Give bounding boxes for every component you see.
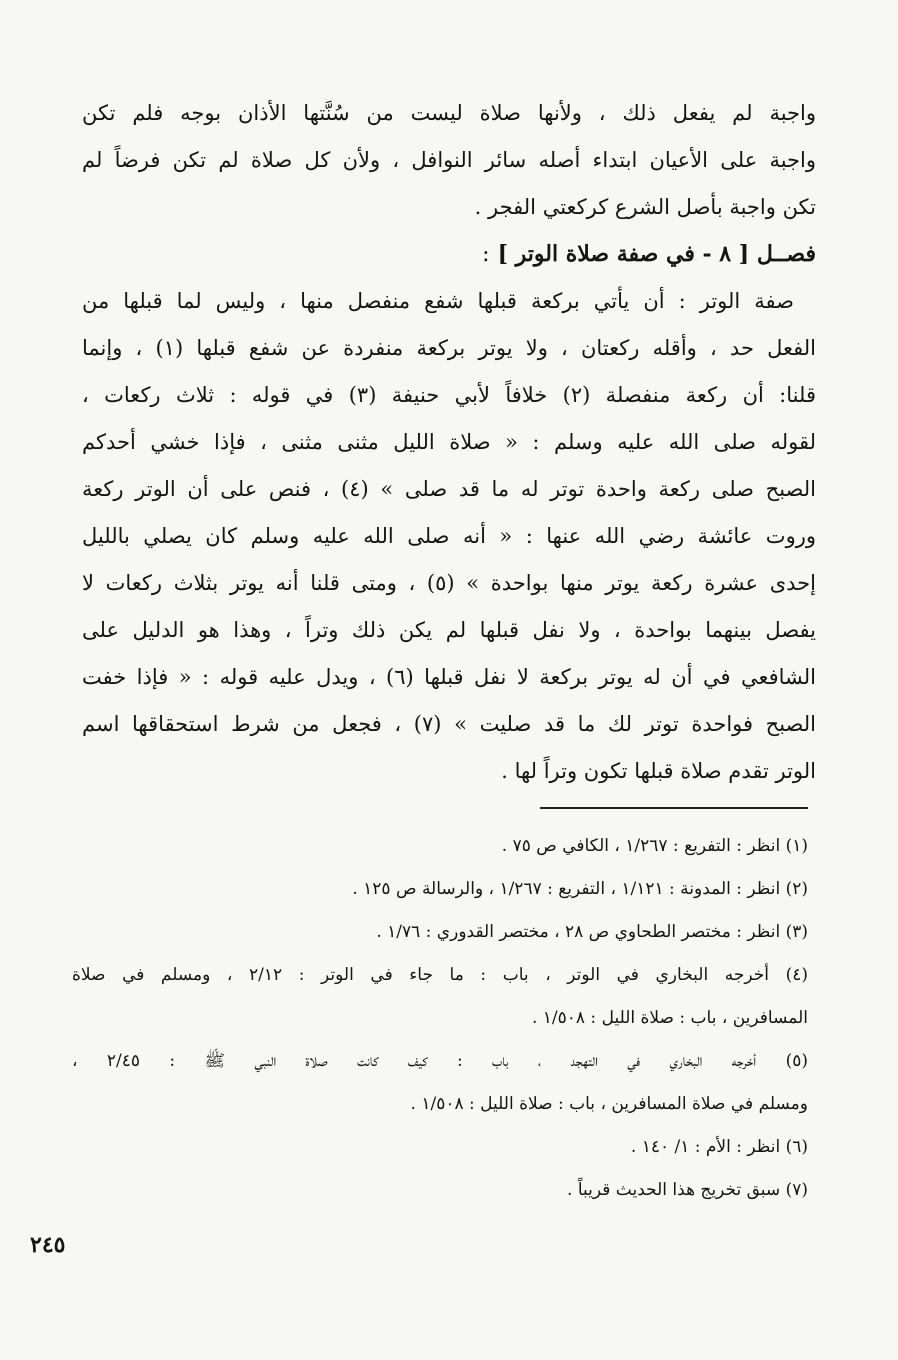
text-line: الصبح فواحدة توتر لك ما قد صليت » (٧) ، فجعل من شرط استحقاقها اسم bbox=[82, 712, 816, 736]
footnotes bbox=[72, 825, 808, 1212]
footnote-line: (٥) أخرجه البخاري في التهجد ، باب : كيف كانت صلاة النبي ﷺ : ٢/٤٥ ، bbox=[72, 1051, 808, 1071]
section-heading bbox=[82, 231, 816, 278]
footnote-line: ومسلم في صلاة المسافرين ، باب : صلاة الليل : ١/٥٠٨ . bbox=[410, 1094, 808, 1114]
main-text bbox=[82, 90, 816, 795]
text-line: الفعل حد ، وأقله ركعتان ، ولا يوتر بركعة منفردة عن شفع قبلها (١) ، وإنما bbox=[82, 336, 816, 360]
footnote-line: المسافرين ، باب : صلاة الليل : ١/٥٠٨ . bbox=[531, 1008, 808, 1028]
text-line: واجبة لم يفعل ذلك ، ولأنها صلاة ليست من سُنَّتها الأذان بوجه فلم تكن bbox=[82, 101, 816, 125]
text-line: الصبح صلى ركعة واحدة توتر له ما قد صلى » (٤) ، فنص على أن الوتر ركعة bbox=[82, 477, 816, 501]
footnote-line: (١) انظر : التفريع : ١/٢٦٧ ، الكافي ص ٧٥ . bbox=[501, 836, 808, 856]
text-line: يفصل بينهما بواحدة ، ولا نفل قبلها لم يكن ذلك وتراً ، وهذا هو الدليل على bbox=[82, 618, 816, 642]
text-line: قلنا: أن ركعة منفصلة (٢) خلافاً لأبي حنيفة (٣) في قوله : ثلاث ركعات ، bbox=[82, 383, 816, 407]
section-heading-title: فصــل [ ٨ - في صفة صلاة الوتر ] bbox=[497, 241, 816, 267]
text-line: وروت عائشة رضي الله عنها : « أنه صلى الله عليه وسلم كان يصلي بالليل bbox=[82, 524, 816, 548]
footnote-line: (٦) انظر : الأم : ١/ ١٤٠ . bbox=[630, 1137, 808, 1157]
footnote-line: (٤) أخرجه البخاري في الوتر ، باب : ما جاء في الوتر : ٢/١٢ ، ومسلم في صلاة bbox=[72, 965, 808, 985]
text-line: إحدى عشرة ركعة يوتر منها بواحدة » (٥) ، ومتى قلنا أنه يوتر بثلاث ركعات لا bbox=[82, 571, 816, 595]
text-line: لقوله صلى الله عليه وسلم : « صلاة الليل مثنى مثنى ، فإذا خشي أحدكم bbox=[82, 430, 816, 454]
footnote-line: (٧) سبق تخريج هذا الحديث قريباً . bbox=[567, 1180, 808, 1200]
footnote-divider bbox=[540, 807, 808, 809]
text-line: صفة الوتر : أن يأتي بركعة قبلها شفع منفصل منها ، وليس لما قبلها من bbox=[82, 289, 794, 313]
text-line: الشافعي في أن له يوتر بركعة لا نفل قبلها (٦) ، ويدل عليه قوله : « فإذا خفت bbox=[82, 665, 816, 689]
text-line: الوتر تقدم صلاة قبلها تكون وتراً لها . bbox=[501, 759, 816, 783]
text-line: تكن واجبة بأصل الشرع كركعتي الفجر . bbox=[474, 195, 816, 219]
page-number: ٢٤٥ bbox=[30, 1232, 66, 1258]
text-line: واجبة على الأعيان ابتداء أصله سائر النوافل ، ولأن كل صلاة لم تكن فرضاً لم bbox=[82, 148, 816, 172]
footnote-line: (٢) انظر : المدونة : ١/١٢١ ، التفريع : ١/٢٦٧ ، والرسالة ص ١٢٥ . bbox=[352, 879, 808, 899]
footnote-line: (٣) انظر : مختصر الطحاوي ص ٢٨ ، مختصر القدوري : ١/٧٦ . bbox=[376, 922, 808, 942]
section-heading-colon: : bbox=[482, 242, 490, 267]
